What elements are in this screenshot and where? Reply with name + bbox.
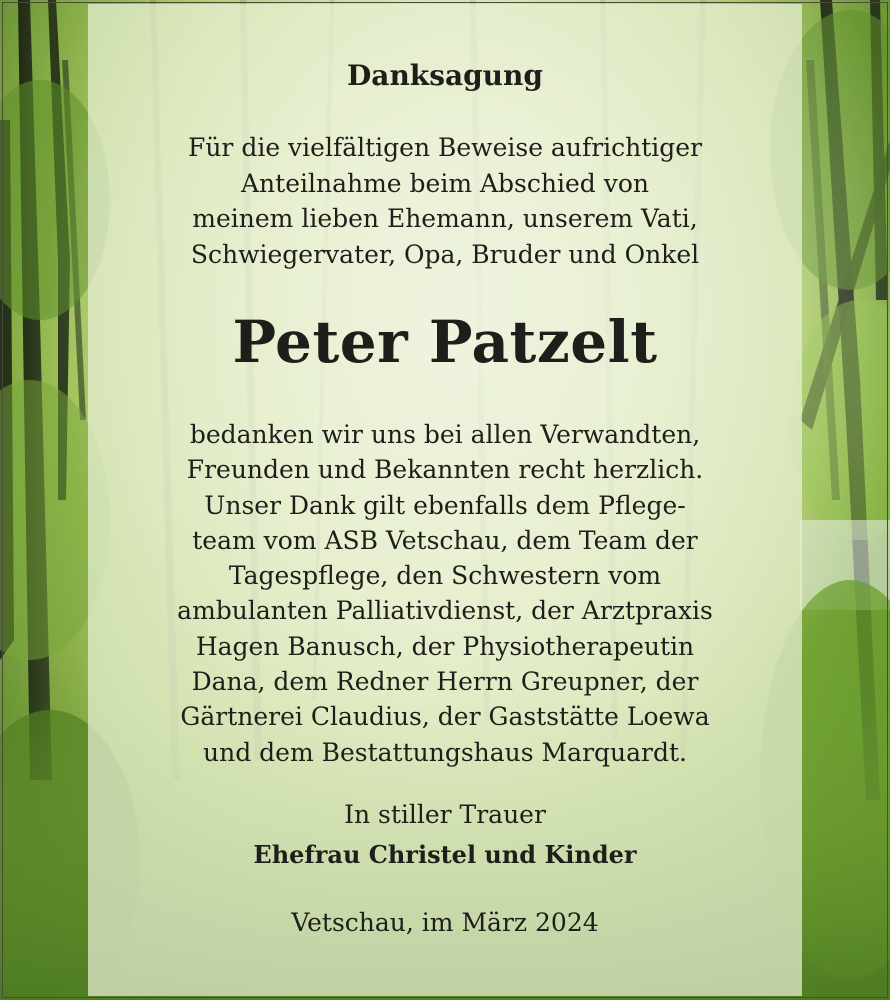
thank-you-notice — [88, 0, 802, 1000]
thanks-line: Tagespflege, den Schwestern vom — [228, 561, 662, 591]
intro-line: Für die vielfältigen Beweise aufrichtiger — [187, 133, 703, 162]
thanks-line: ambulanten Palliativdienst, der Arztpraxis — [177, 596, 713, 626]
intro-line: Anteilnahme beim Abschied von — [241, 168, 649, 198]
thanks-line: team vom ASB Vetschau, dem Team der — [192, 525, 698, 555]
mourning-line: In stiller Trauer — [344, 800, 546, 829]
place-date: Vetschau, im März 2024 — [291, 908, 599, 937]
thanks-line: Unser Dank gilt ebenfalls dem Pflege- — [204, 490, 686, 520]
thanks-line: Freunden und Bekannten recht herzlich. — [186, 455, 704, 485]
notice-heading: Danksagung — [347, 59, 543, 92]
thanks-paragraph — [88, 417, 802, 770]
intro-paragraph — [88, 130, 802, 272]
thanks-line: Gärtnerei Claudius, der Gaststätte Loewa — [180, 702, 710, 732]
thanks-line: Dana, dem Redner Herrn Greupner, der — [191, 667, 699, 697]
thanks-line: und dem Bestattungshaus Marquardt. — [203, 737, 687, 767]
intro-line: meinem lieben Ehemann, unserem Vati, — [192, 204, 698, 233]
thanks-line: Hagen Banusch, der Physiotherapeutin — [195, 631, 695, 661]
signature: Ehefrau Christel und Kinder — [253, 840, 637, 869]
intro-line: Schwiegervater, Opa, Bruder und Onkel — [190, 239, 700, 269]
deceased-name: Peter Patzelt — [232, 308, 658, 376]
thanks-line: bedanken wir uns bei allen Verwandten, — [189, 420, 701, 449]
